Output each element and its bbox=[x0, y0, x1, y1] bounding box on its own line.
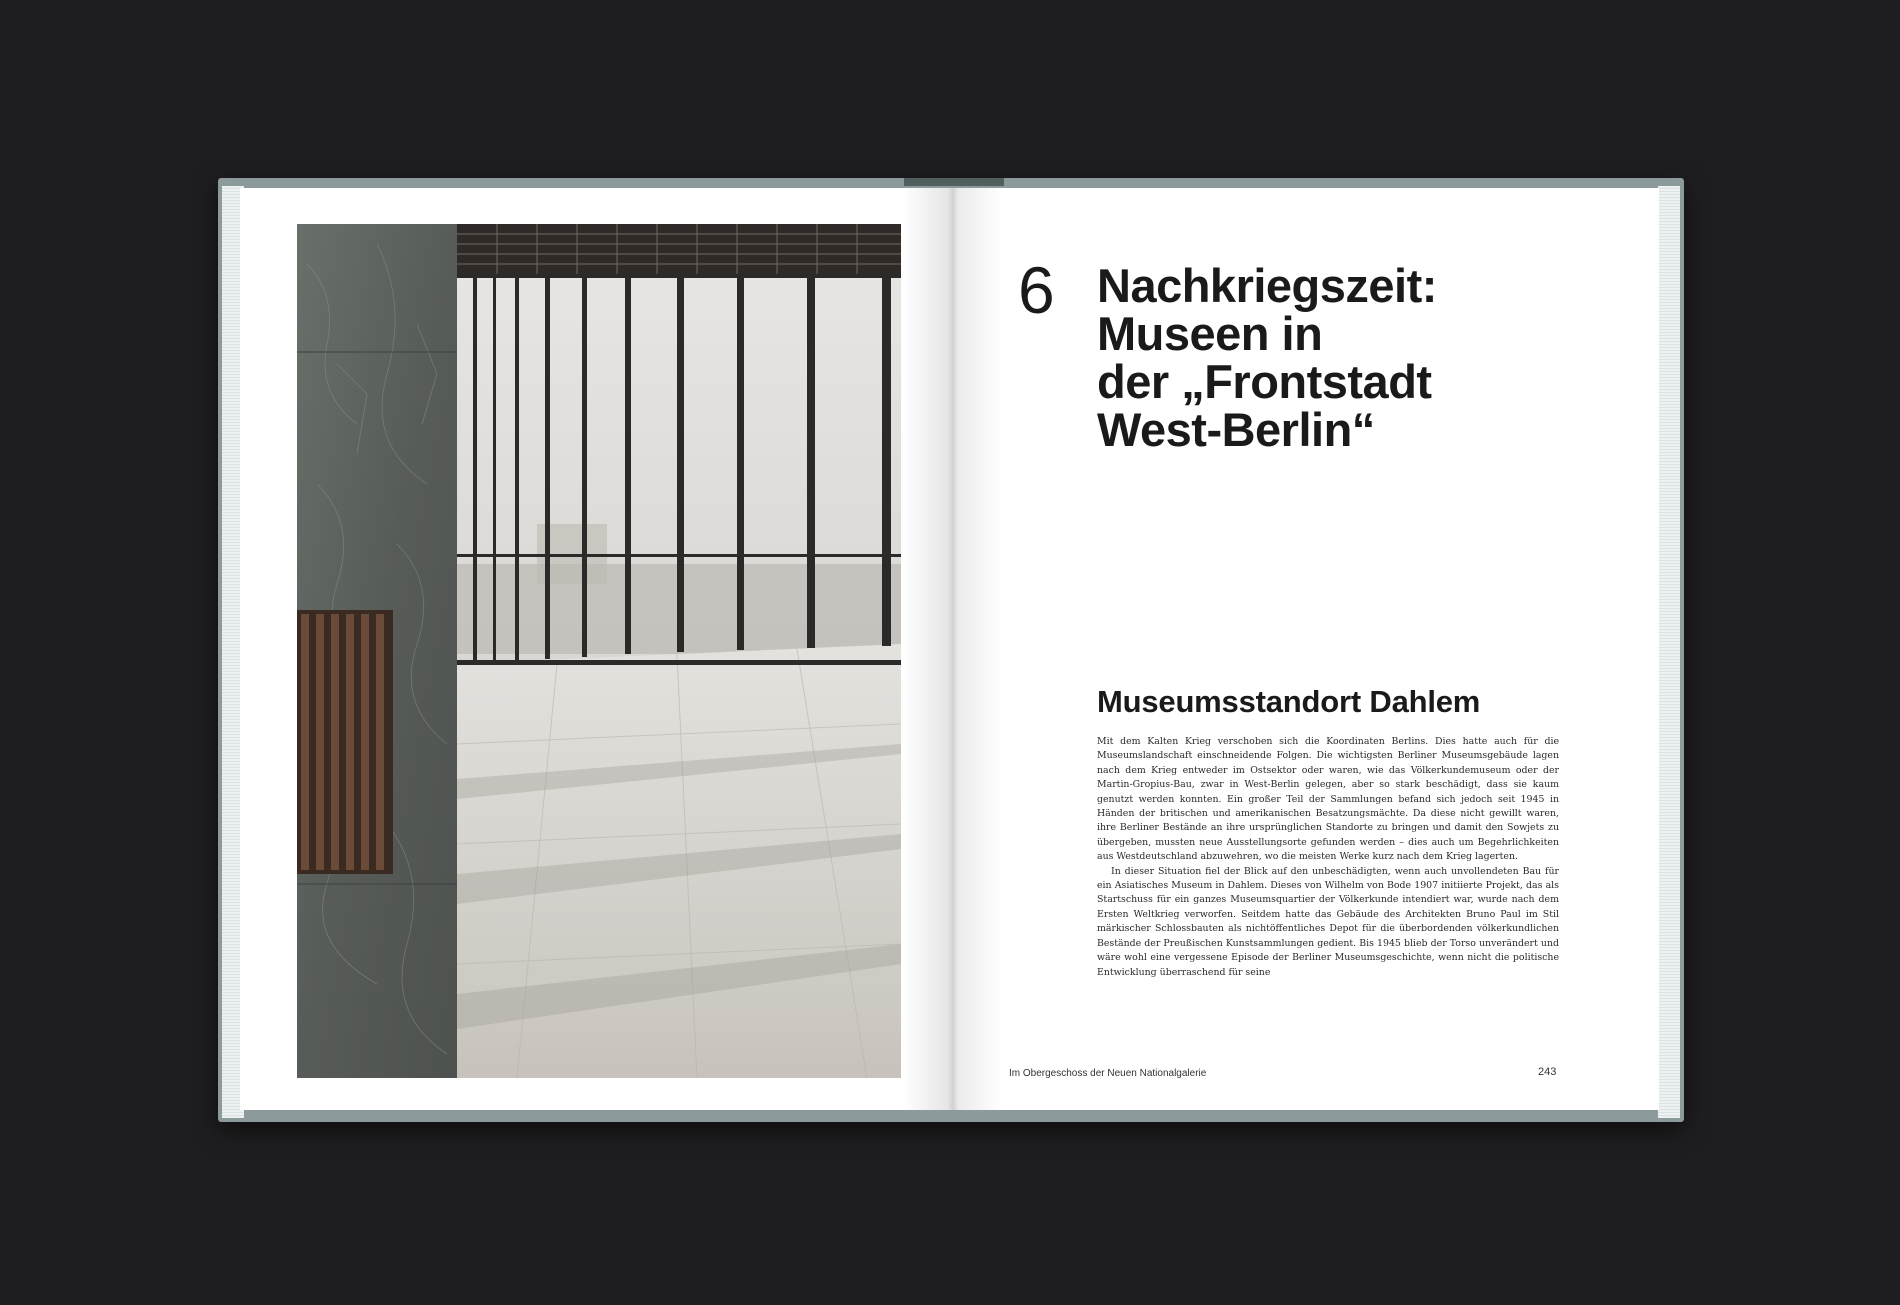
chapter-number: 6 bbox=[1018, 253, 1055, 327]
body-paragraph: In dieser Situation fiel der Blick auf den unbeschädigten, wenn auch unvollendeten Bau für ein Asiatisches Museum in Dahlem. Dieses von Wilhelm von Bode 1907 initiierte Projekt, das als Startschuss für ein ganzes Museumsquartier der Völkerkunde intendiert war, wurde nach dem Ersten Weltkrieg verworfen. Seitdem hatte das Gebäude des Architekten Bruno Paul im Stil märkischer Schlossbauten als nichtöffentliches Depot für die überbordenden völkerkundlichen Bestände der Preußischen Kunstsammlungen gedient. Bis 1945 blieb der Torso unverändert und wäre wohl eine vergessene Episode der Berliner Museumsgeschichte, wenn nicht die politische Entwicklung überraschend für seine bbox=[1097, 865, 1559, 978]
page-number: 243 bbox=[1538, 1066, 1557, 1078]
page-edges-right bbox=[1658, 186, 1680, 1118]
body-paragraph: Mit dem Kalten Krieg verschoben sich die Koordinaten Berlins. Dies hatte auch für die Museumslandschaft einschneidende Folgen. Die wichtigsten Berliner Museumsgebäude lagen nach dem Krieg entweder im Ostsektor oder waren, wie das Völkerkundemuseum oder der Martin-Gropius-Bau, zwar in West-Berlin gelegen, aber so stark beschädigt, dass sie kaum genutzt werden konnten. Ein großer Teil der Sammlungen befand sich jedoch seit 1945 in Händen der britischen und amerikanischen Besatzungsmächte. Da diese nicht gewillt waren, ihre Berliner Bestände an ihre ursprünglichen Standorte zu bringen und damit den Sowjets zu übergeben, mussten neue Ausstellungsorte gefunden werden – dies auch um Begehrlichkeiten aus Westdeutschland abzuwehren, wo die meisten Werke kurz nach dem Krieg lagerten. bbox=[1097, 736, 1559, 863]
body-text bbox=[1097, 735, 1559, 980]
book-spine-top bbox=[904, 178, 1004, 186]
gallery-interior-photo bbox=[297, 224, 901, 1078]
chapter-title: Nachkriegszeit: Museen in der „Frontstadt West-Berlin“ bbox=[1097, 259, 1437, 456]
running-footer-title: Im Obergeschoss der Neuen Nationalgalerie bbox=[1009, 1068, 1207, 1079]
section-title: Museumsstandort Dahlem bbox=[1097, 684, 1481, 719]
